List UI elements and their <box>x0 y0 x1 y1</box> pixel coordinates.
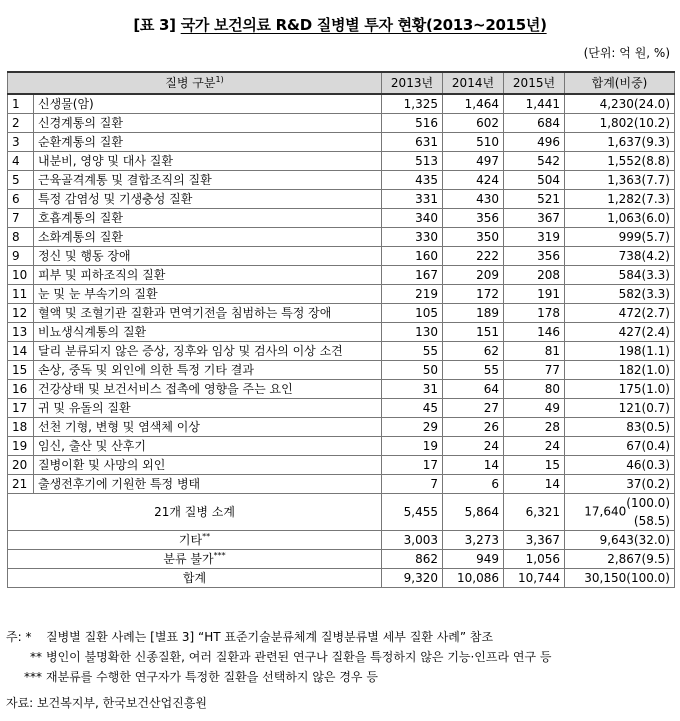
value-2014: 6 <box>443 475 504 494</box>
value-2013: 31 <box>382 380 443 399</box>
disease-name: 달리 분류되지 않은 증상, 징후와 임상 및 검사의 이상 소견 <box>34 342 382 361</box>
value-2014: 602 <box>443 114 504 133</box>
disease-name: 비뇨생식계통의 질환 <box>34 323 382 342</box>
value-2013: 631 <box>382 133 443 152</box>
value-2015: 367 <box>504 209 565 228</box>
footnote-1: 주: * 질병별 질환 사례는 [별표 3] “HT 표준기술분류체계 질병분류별 세부 질환 사례” 참조 <box>6 630 494 644</box>
value-total: 584(3.3) <box>565 266 675 285</box>
disease-name: 귀 및 유돌의 질환 <box>34 399 382 418</box>
value-2014: 55 <box>443 361 504 380</box>
unclassified-total: 2,867(9.5) <box>565 550 675 569</box>
value-2013: 435 <box>382 171 443 190</box>
disease-name: 건강상태 및 보건서비스 접촉에 영향을 주는 요인 <box>34 380 382 399</box>
other-2013: 3,003 <box>382 531 443 550</box>
table-row <box>8 399 675 418</box>
value-2013: 167 <box>382 266 443 285</box>
value-2015: 28 <box>504 418 565 437</box>
value-2013: 330 <box>382 228 443 247</box>
value-total: 427(2.4) <box>565 323 675 342</box>
value-2015: 24 <box>504 437 565 456</box>
header-total: 합계(비중) <box>565 72 675 94</box>
row-number: 17 <box>8 399 34 418</box>
row-number: 11 <box>8 285 34 304</box>
value-2014: 62 <box>443 342 504 361</box>
row-number: 9 <box>8 247 34 266</box>
footnote-3: *** 재분류를 수행한 연구자가 특정한 질환을 선택하지 않은 경우 등 <box>24 670 378 684</box>
row-number: 14 <box>8 342 34 361</box>
value-total: 1,282(7.3) <box>565 190 675 209</box>
table-row <box>8 323 675 342</box>
value-2013: 55 <box>382 342 443 361</box>
value-2014: 209 <box>443 266 504 285</box>
table-row <box>8 94 675 114</box>
value-total: 121(0.7) <box>565 399 675 418</box>
table-row <box>8 152 675 171</box>
header-2014: 2014년 <box>443 72 504 94</box>
value-2014: 510 <box>443 133 504 152</box>
row-number: 12 <box>8 304 34 323</box>
table-row <box>8 380 675 399</box>
table-row <box>8 285 675 304</box>
value-total: 182(1.0) <box>565 361 675 380</box>
grand-total-total: 30,150(100.0) <box>565 569 675 588</box>
row-number: 15 <box>8 361 34 380</box>
table-row <box>8 247 675 266</box>
value-total: 1,802(10.2) <box>565 114 675 133</box>
value-2013: 50 <box>382 361 443 380</box>
value-2013: 105 <box>382 304 443 323</box>
value-total: 1,552(8.8) <box>565 152 675 171</box>
table-number: [표 3] <box>133 16 176 34</box>
subtotal-row <box>8 494 675 531</box>
row-number: 5 <box>8 171 34 190</box>
row-number: 19 <box>8 437 34 456</box>
value-2013: 17 <box>382 456 443 475</box>
table-row <box>8 304 675 323</box>
value-2014: 64 <box>443 380 504 399</box>
value-2014: 172 <box>443 285 504 304</box>
other-2014: 3,273 <box>443 531 504 550</box>
value-2015: 684 <box>504 114 565 133</box>
value-total: 738(4.2) <box>565 247 675 266</box>
table-row <box>8 418 675 437</box>
table-row <box>8 114 675 133</box>
value-2015: 49 <box>504 399 565 418</box>
value-total: 37(0.2) <box>565 475 675 494</box>
value-2013: 1,325 <box>382 94 443 114</box>
subtotal-total: 17,640 (100.0) (58.5) <box>565 494 675 531</box>
value-2015: 77 <box>504 361 565 380</box>
value-total: 67(0.4) <box>565 437 675 456</box>
row-number: 20 <box>8 456 34 475</box>
row-number: 2 <box>8 114 34 133</box>
value-2014: 27 <box>443 399 504 418</box>
value-2014: 497 <box>443 152 504 171</box>
value-2013: 7 <box>382 475 443 494</box>
other-row <box>8 531 675 550</box>
value-2015: 178 <box>504 304 565 323</box>
value-2014: 222 <box>443 247 504 266</box>
value-2015: 81 <box>504 342 565 361</box>
subtotal-2015: 6,321 <box>504 494 565 531</box>
row-number: 13 <box>8 323 34 342</box>
table-row <box>8 437 675 456</box>
row-number: 16 <box>8 380 34 399</box>
table-row <box>8 266 675 285</box>
value-total: 999(5.7) <box>565 228 675 247</box>
table-title <box>0 14 680 35</box>
value-total: 582(3.3) <box>565 285 675 304</box>
row-number: 4 <box>8 152 34 171</box>
table-row <box>8 133 675 152</box>
unclassified-label: 분류 불가*** <box>8 550 382 569</box>
grand-total-2015: 10,744 <box>504 569 565 588</box>
source-note: 자료: 보건복지부, 한국보건산업진흥원 <box>6 696 207 710</box>
grand-total-row <box>8 569 675 588</box>
row-number: 7 <box>8 209 34 228</box>
value-2015: 542 <box>504 152 565 171</box>
value-2013: 516 <box>382 114 443 133</box>
value-2014: 356 <box>443 209 504 228</box>
value-2015: 504 <box>504 171 565 190</box>
disease-name: 손상, 중독 및 외인에 의한 특정 기타 결과 <box>34 361 382 380</box>
row-number: 18 <box>8 418 34 437</box>
disease-name: 호흡계통의 질환 <box>34 209 382 228</box>
table-header-row <box>8 72 675 94</box>
disease-name: 소화계통의 질환 <box>34 228 382 247</box>
table-row <box>8 209 675 228</box>
other-label: 기타** <box>8 531 382 550</box>
disease-name: 선천 기형, 변형 및 염색체 이상 <box>34 418 382 437</box>
value-2015: 80 <box>504 380 565 399</box>
table-row <box>8 228 675 247</box>
value-total: 472(2.7) <box>565 304 675 323</box>
grand-total-2013: 9,320 <box>382 569 443 588</box>
value-2014: 424 <box>443 171 504 190</box>
value-total: 175(1.0) <box>565 380 675 399</box>
grand-total-2014: 10,086 <box>443 569 504 588</box>
disease-name: 눈 및 눈 부속기의 질환 <box>34 285 382 304</box>
disease-name: 특정 감염성 및 기생충성 질환 <box>34 190 382 209</box>
other-2015: 3,367 <box>504 531 565 550</box>
header-2013: 2013년 <box>382 72 443 94</box>
value-2015: 356 <box>504 247 565 266</box>
value-2013: 29 <box>382 418 443 437</box>
subtotal-label: 21개 질병 소계 <box>8 494 382 531</box>
unclassified-2013: 862 <box>382 550 443 569</box>
value-total: 198(1.1) <box>565 342 675 361</box>
footnote-2: ** 병인이 불명확한 신종질환, 여러 질환과 관련된 연구나 질환을 특정하지 않은 기능·인프라 연구 등 <box>30 650 552 664</box>
other-total: 9,643(32.0) <box>565 531 675 550</box>
disease-name: 피부 및 피하조직의 질환 <box>34 266 382 285</box>
value-2015: 521 <box>504 190 565 209</box>
value-total: 1,637(9.3) <box>565 133 675 152</box>
disease-name: 순환계통의 질환 <box>34 133 382 152</box>
value-total: 1,063(6.0) <box>565 209 675 228</box>
value-2013: 45 <box>382 399 443 418</box>
disease-name: 신경계통의 질환 <box>34 114 382 133</box>
value-total: 4,230(24.0) <box>565 94 675 114</box>
row-number: 6 <box>8 190 34 209</box>
disease-name: 근육골격계통 및 결합조직의 질환 <box>34 171 382 190</box>
unclassified-row <box>8 550 675 569</box>
grand-total-label: 합계 <box>8 569 382 588</box>
unit-note: (단위: 억 원, %) <box>583 46 670 60</box>
disease-name: 신생물(암) <box>34 94 382 114</box>
value-2014: 1,464 <box>443 94 504 114</box>
value-2013: 219 <box>382 285 443 304</box>
subtotal-2014: 5,864 <box>443 494 504 531</box>
value-2014: 189 <box>443 304 504 323</box>
value-2015: 496 <box>504 133 565 152</box>
row-number: 3 <box>8 133 34 152</box>
row-number: 21 <box>8 475 34 494</box>
value-2015: 14 <box>504 475 565 494</box>
row-number: 8 <box>8 228 34 247</box>
table-row <box>8 342 675 361</box>
value-2015: 1,441 <box>504 94 565 114</box>
value-2014: 350 <box>443 228 504 247</box>
value-total: 46(0.3) <box>565 456 675 475</box>
value-2014: 24 <box>443 437 504 456</box>
value-2015: 191 <box>504 285 565 304</box>
disease-name: 질병이환 및 사망의 외인 <box>34 456 382 475</box>
table-row <box>8 475 675 494</box>
disease-name: 출생전후기에 기원한 특정 병태 <box>34 475 382 494</box>
value-2015: 146 <box>504 323 565 342</box>
value-2015: 15 <box>504 456 565 475</box>
value-2014: 430 <box>443 190 504 209</box>
header-disease: 질병 구분$^{1)}$ <box>8 72 382 94</box>
table-row <box>8 171 675 190</box>
disease-name: 내분비, 영양 및 대사 질환 <box>34 152 382 171</box>
value-2014: 151 <box>443 323 504 342</box>
table-title-text: 국가 보건의료 R&D 질병별 투자 현황(2013~2015년) <box>180 16 547 34</box>
value-total: 1,363(7.7) <box>565 171 675 190</box>
table-row <box>8 190 675 209</box>
footnotes <box>6 627 552 687</box>
value-2013: 331 <box>382 190 443 209</box>
disease-name: 임신, 출산 및 산후기 <box>34 437 382 456</box>
value-2013: 130 <box>382 323 443 342</box>
table-row <box>8 456 675 475</box>
disease-name: 혈액 및 조혈기관 질환과 면역기전을 침범하는 특정 장애 <box>34 304 382 323</box>
value-2015: 208 <box>504 266 565 285</box>
value-2014: 14 <box>443 456 504 475</box>
row-number: 1 <box>8 94 34 114</box>
unclassified-2014: 949 <box>443 550 504 569</box>
value-2015: 319 <box>504 228 565 247</box>
investment-table <box>7 71 675 588</box>
unclassified-2015: 1,056 <box>504 550 565 569</box>
value-2013: 513 <box>382 152 443 171</box>
value-2013: 19 <box>382 437 443 456</box>
value-2013: 160 <box>382 247 443 266</box>
value-2013: 340 <box>382 209 443 228</box>
value-total: 83(0.5) <box>565 418 675 437</box>
header-2015: 2015년 <box>504 72 565 94</box>
table-body <box>8 94 675 588</box>
row-number: 10 <box>8 266 34 285</box>
table-row <box>8 361 675 380</box>
value-2014: 26 <box>443 418 504 437</box>
disease-name: 정신 및 행동 장애 <box>34 247 382 266</box>
subtotal-2013: 5,455 <box>382 494 443 531</box>
